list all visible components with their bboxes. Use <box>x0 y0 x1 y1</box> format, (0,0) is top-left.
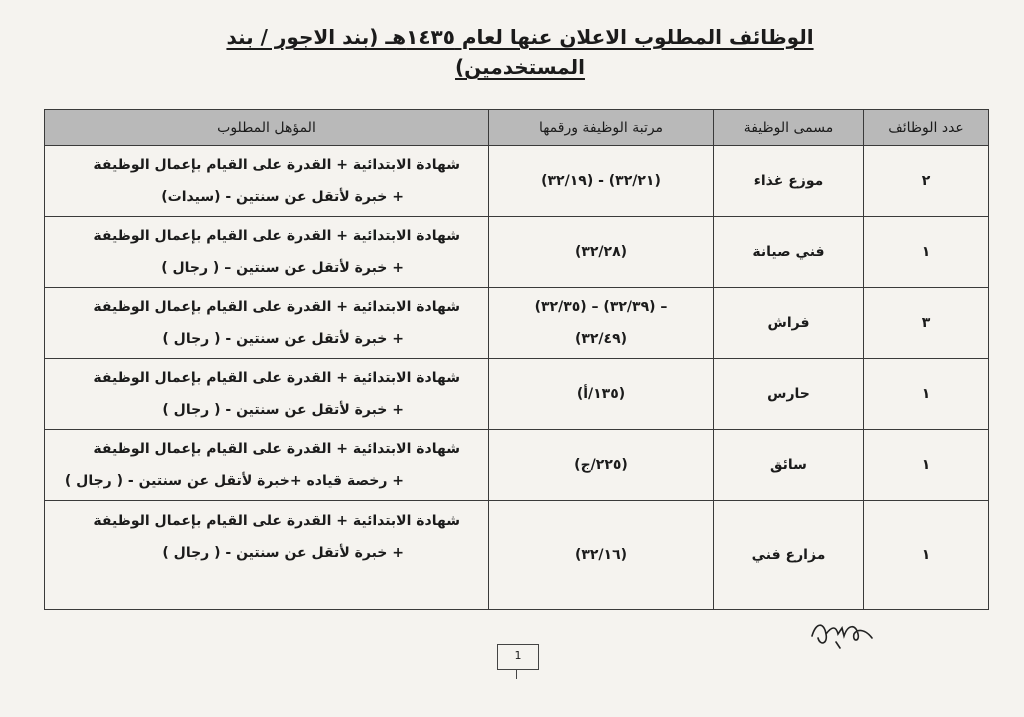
header-job-title: مسمى الوظيفة <box>714 110 864 146</box>
table-header-row <box>45 110 989 146</box>
job-grade <box>489 146 714 217</box>
qualification-line-1: شهادة الابتدائية + القدرة على القيام بإعمال الوظيفة <box>93 299 460 315</box>
header-qualification: المؤهل المطلوب <box>45 110 489 146</box>
job-count: ١ <box>864 217 989 288</box>
signature <box>806 612 876 652</box>
header-grade: مرتبة الوظيفة ورقمها <box>489 110 714 146</box>
qualification-line-1: شهادة الابتدائية + القدرة على القيام بإعمال الوظيفة <box>93 228 460 244</box>
qualification-line-1: شهادة الابتدائية + القدرة على القيام بإعمال الوظيفة <box>93 157 460 173</box>
grade-line: (٣٢/٣٥) – (٣٢/٣٩) – <box>534 299 668 315</box>
job-qualification <box>45 430 489 501</box>
page-number: 1 <box>497 644 539 670</box>
jobs-table <box>44 109 989 610</box>
page-number-tick <box>516 669 517 679</box>
document-title: الوظائف المطلوب الاعلان عنها لعام ١٤٣٥هـ (بند الاجور / بند المستخدمين) <box>226 25 814 79</box>
table-row <box>45 217 989 288</box>
qualification-line-1: شهادة الابتدائية + القدرة على القيام بإعمال الوظيفة <box>93 370 460 386</box>
job-qualification <box>45 288 489 359</box>
header-count: عدد الوظائف <box>864 110 989 146</box>
table-row <box>45 146 989 217</box>
qualification-line-1: شهادة الابتدائية + القدرة على القيام بإعمال الوظيفة <box>93 513 460 529</box>
grade-line-2: (٣٢/٤٩) <box>574 331 628 347</box>
qualification-line-1: شهادة الابتدائية + القدرة على القيام بإعمال الوظيفة <box>93 441 460 457</box>
job-count: ٣ <box>864 288 989 359</box>
grade-line: (١٣٥/أ) <box>576 386 626 402</box>
job-qualification <box>45 501 489 610</box>
job-title: فراش <box>714 288 864 359</box>
job-grade <box>489 288 714 359</box>
job-title: حارس <box>714 359 864 430</box>
qualification-line-2: + خبرة لأتقل عن سنتين – ( رجال ) <box>161 260 404 276</box>
table-row <box>45 430 989 501</box>
job-title: فني صيانة <box>714 217 864 288</box>
job-count: ٢ <box>864 146 989 217</box>
job-grade <box>489 430 714 501</box>
job-qualification <box>45 217 489 288</box>
job-title: موزع غذاء <box>714 146 864 217</box>
job-count: ١ <box>864 359 989 430</box>
grade-line: (٣٢/١٦) <box>574 547 628 563</box>
job-count: ١ <box>864 501 989 610</box>
job-qualification <box>45 359 489 430</box>
job-title: سائق <box>714 430 864 501</box>
job-title: مزارع فني <box>714 501 864 610</box>
grade-line: (٣٢/١٩) - (٣٢/٢١) <box>541 173 661 189</box>
grade-line: (٢٢٥/ج) <box>574 457 628 473</box>
job-grade <box>489 501 714 610</box>
qualification-line-2: + رخصة قياده +خبرة لأتقل عن سنتين - ( رجال ) <box>64 473 404 489</box>
table-row <box>45 288 989 359</box>
table-row <box>45 501 989 610</box>
table-row <box>45 359 989 430</box>
job-grade <box>489 217 714 288</box>
qualification-line-2: + خبرة لأتقل عن سنتين - ( رجال ) <box>162 545 404 561</box>
job-grade <box>489 359 714 430</box>
job-count: ١ <box>864 430 989 501</box>
job-qualification <box>45 146 489 217</box>
qualification-line-2: + خبرة لأتقل عن سنتين - ( رجال ) <box>162 331 404 347</box>
qualification-line-2: + خبرة لأتقل عن سنتين - (سيدات) <box>161 189 404 205</box>
grade-line: (٣٢/٢٨) <box>574 244 628 260</box>
qualification-line-2: + خبرة لأتقل عن سنتين - ( رجال ) <box>162 402 404 418</box>
